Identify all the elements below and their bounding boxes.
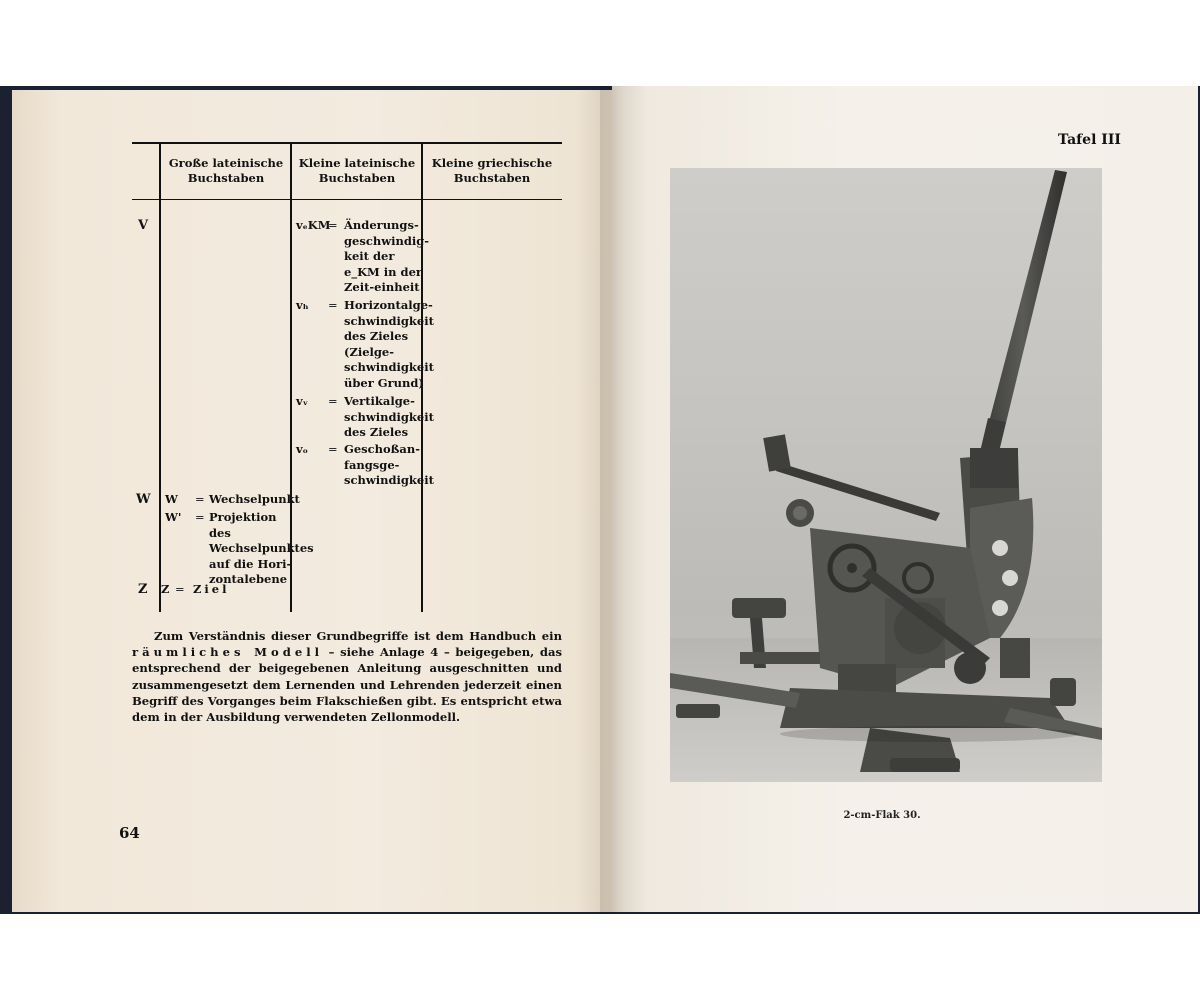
paragraph-text: ist dem Handbuch ein (408, 629, 562, 643)
entry-equals: = (328, 394, 338, 408)
table-entry (165, 492, 300, 510)
body-paragraph (132, 628, 562, 725)
entry-equals: = (195, 492, 205, 506)
flak-gun-illustration (670, 168, 1102, 782)
symbol-table (132, 142, 562, 612)
entry-description: Projektion des Wechselpunktes auf die Hori-zontalebene (209, 510, 314, 587)
gutter-shadow (600, 86, 624, 914)
flak-gun-photo (670, 168, 1102, 782)
entry-description: Änderungs-geschwindig-keit der e_KM in der Zeit-einheit (344, 218, 430, 295)
entry-description: Wechselpunkt (209, 492, 300, 506)
entry-equals: = (175, 582, 185, 596)
entry-symbol: vᵥ (296, 394, 309, 408)
column-header: Kleine griechische Buchstaben (431, 156, 553, 185)
entry-equals: = (328, 218, 338, 232)
entry-description: Horizontalge-schwindigkeit des Zieles (Zielge-schwindigkeit über Grund) (344, 298, 434, 390)
table-entry (296, 298, 434, 394)
paragraph-text: – siehe Anlage 4 – beigegeben, das entsprechend der beigegebenen Anleitung ausgeschnitten und zusammengesetzt dem Lernenden und Lehrenden jederzeit einen Begriff des Vorganges beim Flakschießen gibt. Es entspricht etwa dem in der Ausbildung verwendeten Zellonmodell. (132, 645, 562, 725)
paragraph-text: Zum Verständnis dieser (154, 629, 317, 643)
table-top-rule (132, 142, 562, 144)
left-page (12, 90, 612, 912)
entry-description: Vertikalge-schwindigkeit des Zieles (344, 394, 434, 440)
table-entry (296, 218, 430, 298)
paragraph-emphasis: Grundbegriffe (316, 629, 409, 643)
page-number: 64 (119, 824, 140, 842)
row-letter: W (136, 492, 151, 507)
column-header: Große lateinische Buchstaben (168, 156, 284, 185)
table-divider (159, 142, 161, 612)
table-entry (165, 510, 314, 587)
entry-symbol: W (165, 492, 178, 506)
entry-description: Ziel (193, 582, 230, 596)
book-spread (0, 86, 1200, 914)
table-entry (161, 582, 285, 600)
entry-equals: = (328, 442, 338, 456)
table-entry (296, 394, 434, 442)
entry-symbol: Z (161, 582, 170, 596)
entry-symbol: W' (165, 510, 182, 524)
table-header-rule (132, 199, 562, 200)
paragraph-spaced-text: räumliches Modell (132, 645, 324, 660)
entry-description: Geschoßan-fangsge-schwindigkeit (344, 442, 434, 488)
column-header: Kleine lateinische Buchstaben (298, 156, 416, 185)
entry-equals: = (195, 510, 205, 524)
row-letter: V (138, 218, 149, 233)
entry-equals: = (328, 298, 338, 312)
entry-symbol: vₑKM (296, 218, 331, 232)
entry-symbol: vₒ (296, 442, 309, 456)
table-entry (296, 442, 434, 490)
plate-title: Tafel III (1058, 132, 1121, 148)
right-page (612, 86, 1198, 912)
row-letter: Z (138, 582, 148, 597)
entry-symbol: vₕ (296, 298, 309, 312)
photo-caption: 2-cm-Flak 30. (843, 810, 921, 821)
